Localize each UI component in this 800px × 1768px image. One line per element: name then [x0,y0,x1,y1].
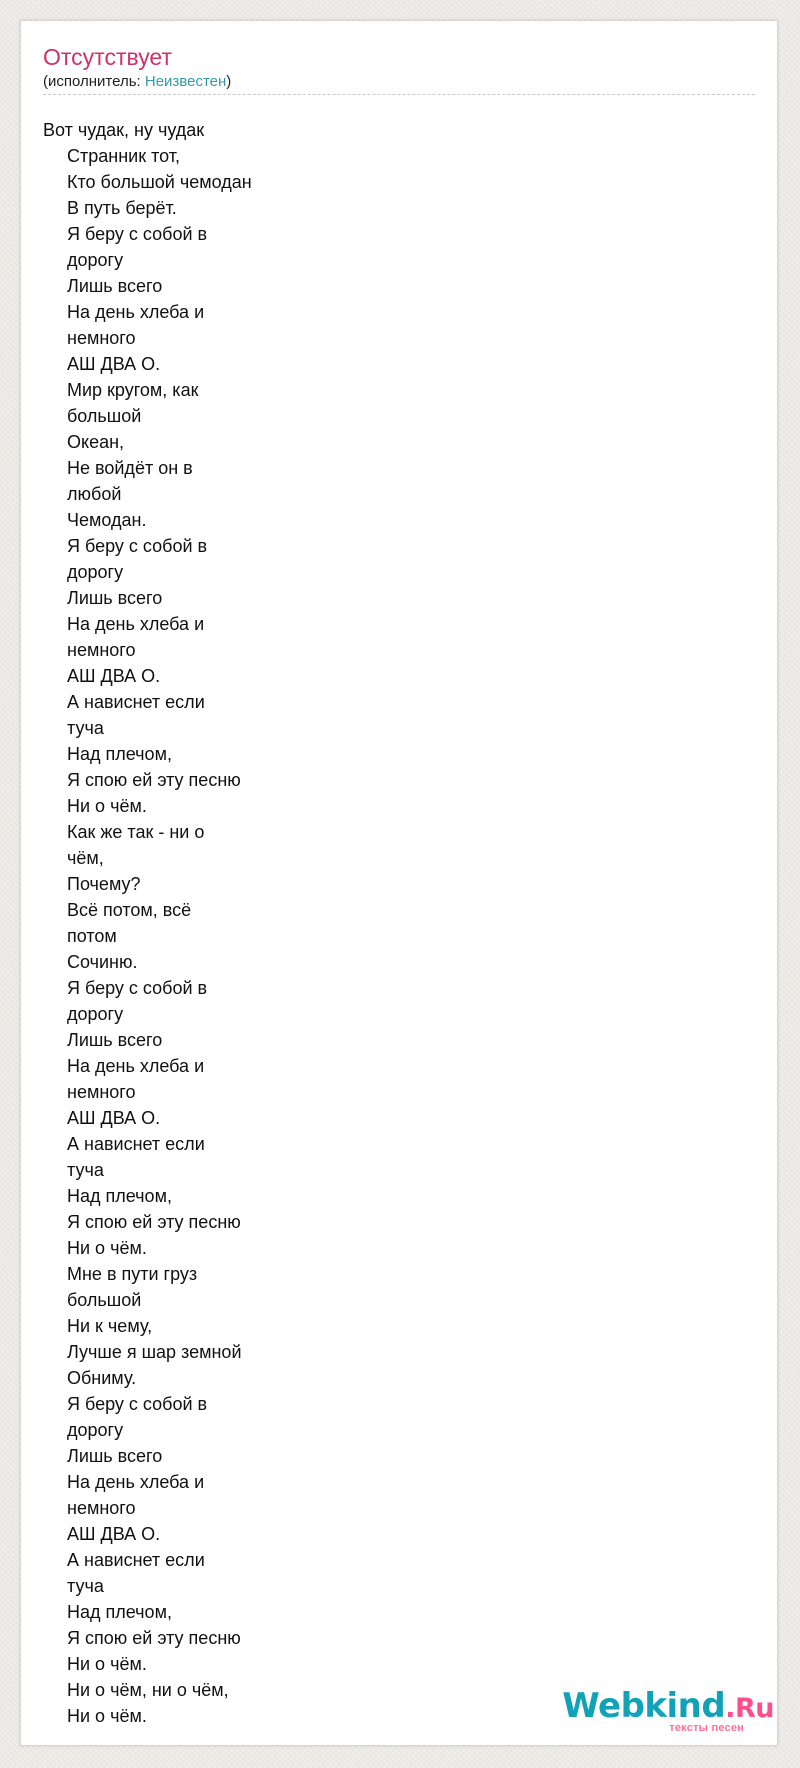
lyrics-line: А нависнет если [67,692,205,712]
lyrics-line: Как же так - ни о [67,822,205,842]
lyrics-line: АШ ДВА О. [67,666,161,686]
lyrics-line: немного [67,1082,136,1102]
lyrics-line: Всё потом, всё [67,900,192,920]
watermark-tld: .Ru [725,1693,774,1724]
lyrics-line: На день хлеба и [67,614,205,634]
lyrics-line: потом [67,926,117,946]
lyrics-line: дорогу [67,1420,124,1440]
lyrics-line: Чемодан. [67,510,147,530]
lyrics-line: Над плечом, [67,744,172,764]
lyrics-line: дорогу [67,562,124,582]
lyrics-line: АШ ДВА О. [67,1108,161,1128]
lyrics-line: Ни о чём. [67,1706,147,1726]
lyrics-text [43,117,303,1729]
lyrics-line: Лишь всего [67,276,163,296]
lyrics-line: АШ ДВА О. [67,1524,161,1544]
lyrics-line: Я беру с собой в [67,224,208,244]
lyrics-line: Над плечом, [67,1186,172,1206]
lyrics-line: немного [67,640,136,660]
lyrics-line: Океан, [67,432,125,452]
lyrics-line: На день хлеба и [67,1472,205,1492]
lyrics-line: немного [67,1498,136,1518]
lyrics-line: Лишь всего [67,1030,163,1050]
lyrics-line: А нависнет если [67,1134,205,1154]
lyrics-line: Лишь всего [67,588,163,608]
artist-suffix: ) [226,73,232,90]
site-watermark [562,1686,774,1742]
lyrics-line: Я беру с собой в [67,978,208,998]
lyrics-line: туча [67,718,104,738]
lyrics-line: Кто большой чемодан [67,172,252,192]
lyrics-line: чём, [67,848,104,868]
artist-link[interactable]: Неизвестен [144,73,227,90]
lyrics-line: Я спою ей эту песню [67,1628,241,1648]
lyrics-line: Я спою ей эту песню [67,1212,241,1232]
lyrics-line: большой [67,406,142,426]
lyrics-line: Ни о чём. [67,796,147,816]
lyrics-line: Я беру с собой в [67,1394,208,1414]
lyrics-line: Вот чудак, ну чудак [43,120,205,140]
lyrics-line: В путь берёт. [67,198,177,218]
lyrics-line: большой [67,1290,142,1310]
lyrics-line: Ни о чём. [67,1654,147,1674]
lyrics-line: Мир кругом, как [67,380,199,400]
lyrics-card [20,20,778,1746]
lyrics-line: дорогу [67,250,124,270]
lyrics-line: Обниму. [67,1368,137,1388]
song-title: Отсутствует [43,44,172,70]
artist-line [43,73,231,91]
lyrics-line: Ни о чём, ни о чём, [67,1680,229,1700]
lyrics-line: Странник тот, [67,146,180,166]
lyrics-line: Не войдёт он в [67,458,193,478]
lyrics-line: Я спою ей эту песню [67,770,241,790]
lyrics-line: АШ ДВА О. [67,354,161,374]
lyrics-line: На день хлеба и [67,1056,205,1076]
artist-prefix: (исполнитель: [43,73,145,90]
lyrics-line: Над плечом, [67,1602,172,1622]
header-divider [43,94,755,95]
lyrics-line: любой [67,484,122,504]
lyrics-line: Лишь всего [67,1446,163,1466]
lyrics-line: Мне в пути груз [67,1264,198,1284]
lyrics-line: туча [67,1576,104,1596]
watermark-tagline: тексты песен [669,1722,744,1734]
lyrics-line: А нависнет если [67,1550,205,1570]
lyrics-line: Лучше я шар земной [67,1342,242,1362]
lyrics-line: Сочиню. [67,952,138,972]
lyrics-line: немного [67,328,136,348]
watermark-brand: Webkind [562,1686,726,1726]
lyrics-line: На день хлеба и [67,302,205,322]
lyrics-line: Ни о чём. [67,1238,147,1258]
lyrics-line: Ни к чему, [67,1316,153,1336]
lyrics-line: Почему? [67,874,141,894]
lyrics-line: туча [67,1160,104,1180]
lyrics-line: Я беру с собой в [67,536,208,556]
lyrics-line: дорогу [67,1004,124,1024]
